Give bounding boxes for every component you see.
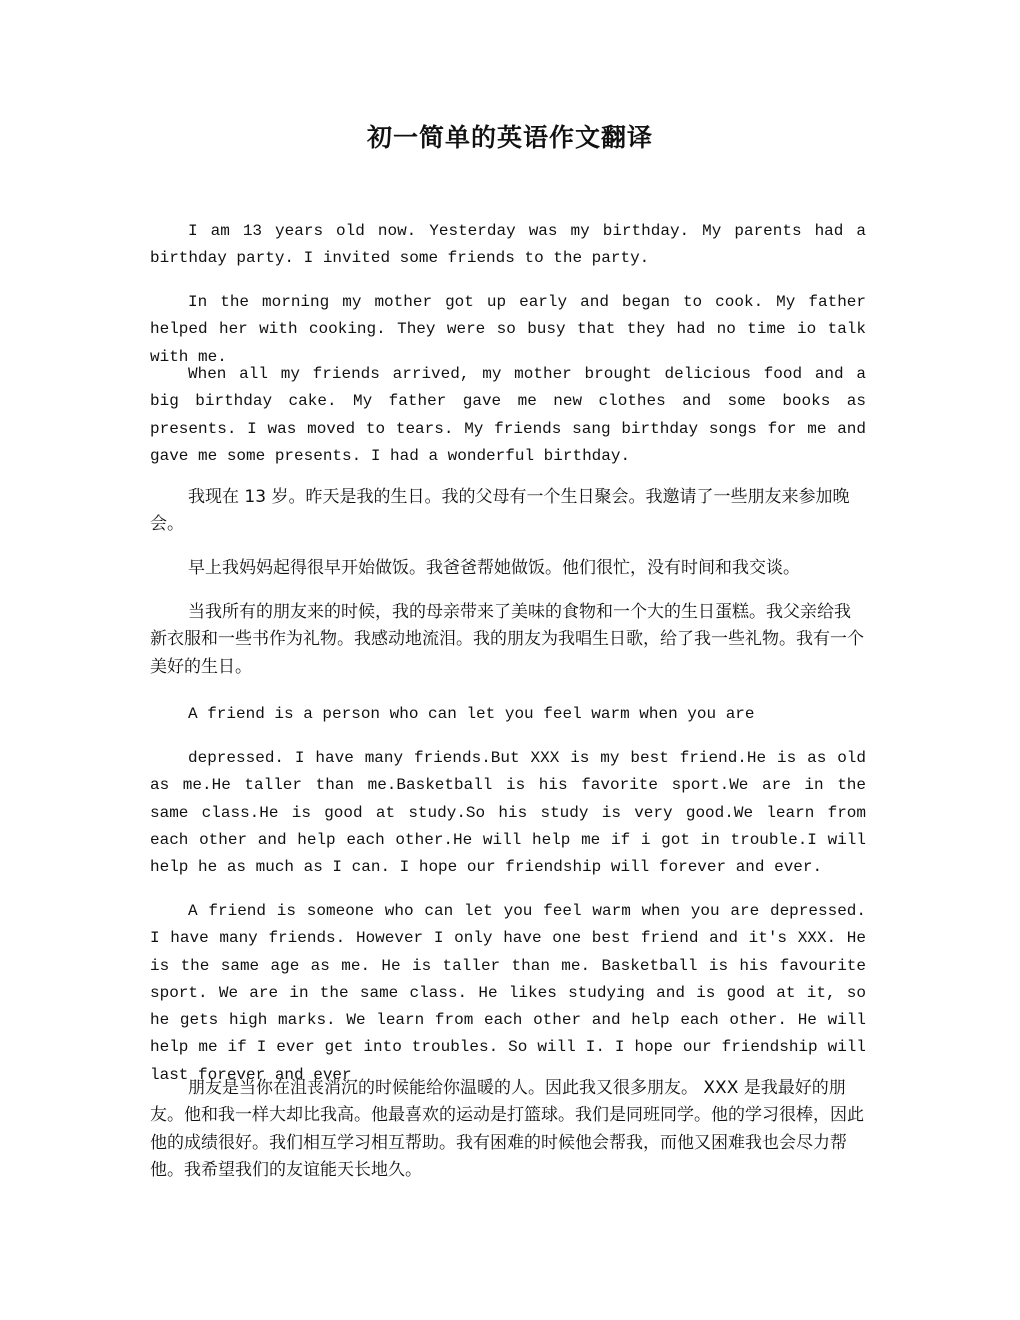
paragraph-birthday-cn-2: 早上我妈妈起得很早开始做饭。我爸爸帮她做饭。他们很忙，没有时间和我交谈。 <box>188 558 800 578</box>
paragraph-birthday-en-3: When all my friends arrived, my mother brought delicious food and a big birthday cake. My father gave me new clothes and some books as presents. I was moved to tears. My friends sang birthday songs for me and gave me some presents. I had a wonderful birthday. <box>150 365 866 465</box>
paragraph-birthday-cn-3: 当我所有的朋友来的时候，我的母亲带来了美味的食物和一个大的生日蛋糕。我父亲给我新衣服和一些书作为礼物。我感动地流泪。我的朋友为我唱生日歌，给了我一些礼物。我有一个美好的生日。 <box>150 602 864 677</box>
paragraph-birthday-cn-1: 我现在 13 岁。昨天是我的生日。我的父母有一个生日聚会。我邀请了一些朋友来参加晚会。 <box>150 487 850 535</box>
paragraph-birthday-en-2: In the morning my mother got up early and began to cook. My father helped her with cooking. They were so busy that they had no time io talk with me. <box>150 293 866 366</box>
document-title: 初一简单的英语作文翻译 <box>366 123 653 152</box>
paragraph-friend-en-3: A friend is someone who can let you feel warm when you are depressed. I have many friends. However I only have one best friend and it's XXX. He is the same age as me. He is taller than me. Basketball is his favourite sport. We are in the same class. He likes studying and is good at it, so he gets high marks. We learn from each other and help each other. He will help me if I ever get into troubles. So will I. I hope our friendship will last forever and ever <box>150 902 866 1084</box>
paragraph-birthday-en-1: I am 13 years old now. Yesterday was my birthday. My parents had a birthday party. I invited some friends to the party. <box>150 222 866 268</box>
paragraph-friend-en-2: depressed. I have many friends.But XXX is my best friend.He is as old as me.He taller than me.Basketball is his favorite sport.We are in the same class.He is good at study.So his study is very good.We learn from each other and help each other.He will help me if i got in trouble.I will help he as much as I can. I hope our friendship will forever and ever. <box>150 749 866 877</box>
paragraph-friend-cn: 朋友是当你在沮丧消沉的时候能给你温暖的人。因此我又很多朋友。 XXX 是我最好的朋友。他和我一样大却比我高。他最喜欢的运动是打篮球。我们是同班同学。他的学习很棒，因此他的成绩很好。我们相互学习相互帮助。我有困难的时候他会帮我，而他又困难我也会尽力帮他。我希望我们的友谊能天长地久。 <box>150 1078 864 1180</box>
paragraph-friend-en-1: A friend is a person who can let you feel warm when you are <box>188 705 755 723</box>
